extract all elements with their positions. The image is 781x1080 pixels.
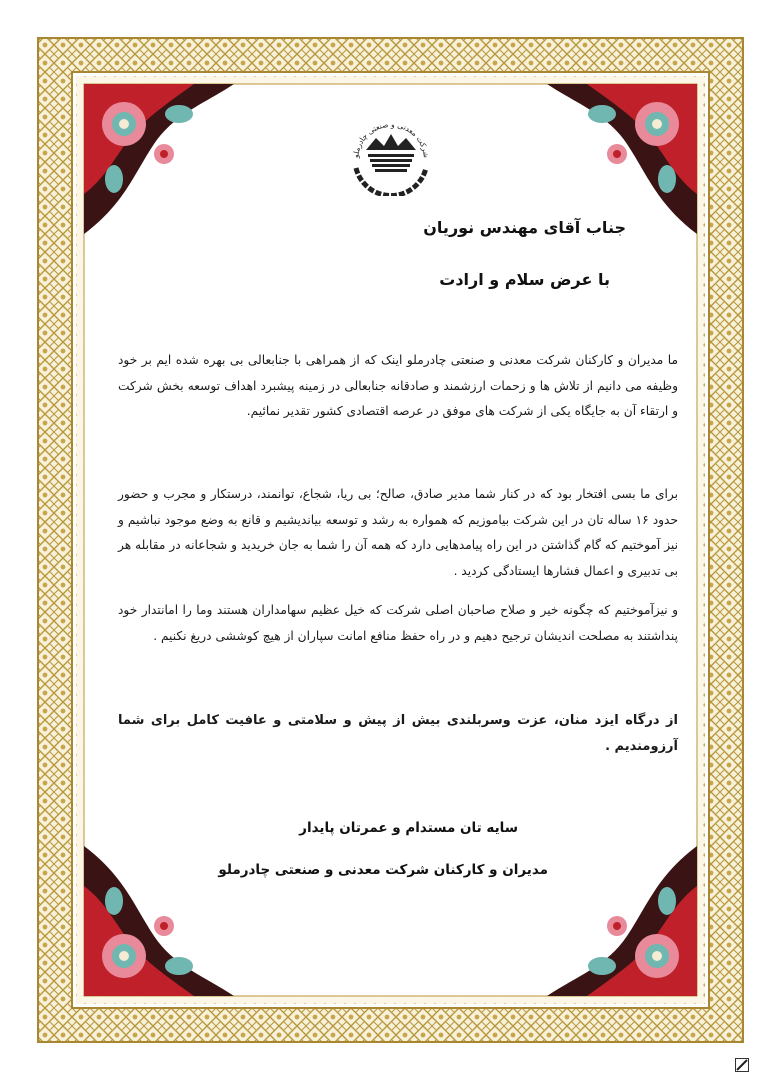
- addressee-line: جناب آقای مهندس نوریان: [423, 218, 626, 237]
- paragraph-4-text: از درگاه ایزد منان، عزت وسربلندی بیش از پیش و سلامتی و عافیت کامل برای شما آرزومندیم .: [118, 713, 678, 754]
- letter-content: [118, 90, 678, 990]
- letter-paragraph-1: [118, 348, 678, 425]
- paragraph-1-text: ما مدیران و کارکنان شرکت معدنی و صنعتی چادرملو اینک که از همراهی با جنابعالی بی بهره شده ایم بر خود وظیفه می دانیم از تلاش ها و زحمات ارزشمند و صادقانه جنابعالی در زمینه پیشبرد اهداف توسعه بخش شرکت و ارتقاء آن به جایگاه یکی از شرکت های موفق در عرصه اقتصادی کشور تقدیر نمائیم.: [118, 353, 678, 418]
- company-logo: [346, 108, 436, 196]
- letter-paragraph-4: [118, 708, 678, 760]
- closing-signature: مدیران و کارکنان شرکت معدنی و صنعتی چادرملو: [218, 862, 548, 878]
- company-seal-icon: [346, 108, 436, 196]
- page-curl-icon: [735, 1058, 749, 1072]
- closing-wish: سایه تان مستدام و عمرتان پایدار: [299, 820, 518, 836]
- paragraph-2-text: برای ما بسی افتخار بود که در کنار شما مدیر صادق، صالح؛ بی ریا، شجاع، توانمند، درستکار و مجرب و حضور حدود ۱۶ ساله تان در این شرکت بیاموزیم که همواره به رشد و توسعه بیاندیشیم و قانع به وضع موجود نباشیم و نیز آموختیم که گام گذاشتن در این راه پیامدهایی دارد که همه آن را شما به جان خریدید و شجاعانه در مقابله هر بی تدبیری و اعمال فشارها ایستادگی کردید .: [118, 487, 678, 578]
- greeting-line: با عرض سلام و ارادت: [439, 270, 610, 289]
- letter-paragraph-2: [118, 482, 678, 584]
- letter-paragraph-3: [118, 598, 678, 649]
- logo-arc-text: شرکت معدنی و صنعتی چادرملو: [351, 119, 432, 159]
- paragraph-3-text: و نیزآموختیم که چگونه خیر و صلاح صاحبان اصلی شرکت که خیل عظیم سهامداران هستند وما را امانتدار خود پنداشتند به مصلحت اندیشان ترجیح دهیم و در راه حفظ منافع امانت سپاران از هیچ کوششی دریغ نکنیم .: [118, 603, 678, 643]
